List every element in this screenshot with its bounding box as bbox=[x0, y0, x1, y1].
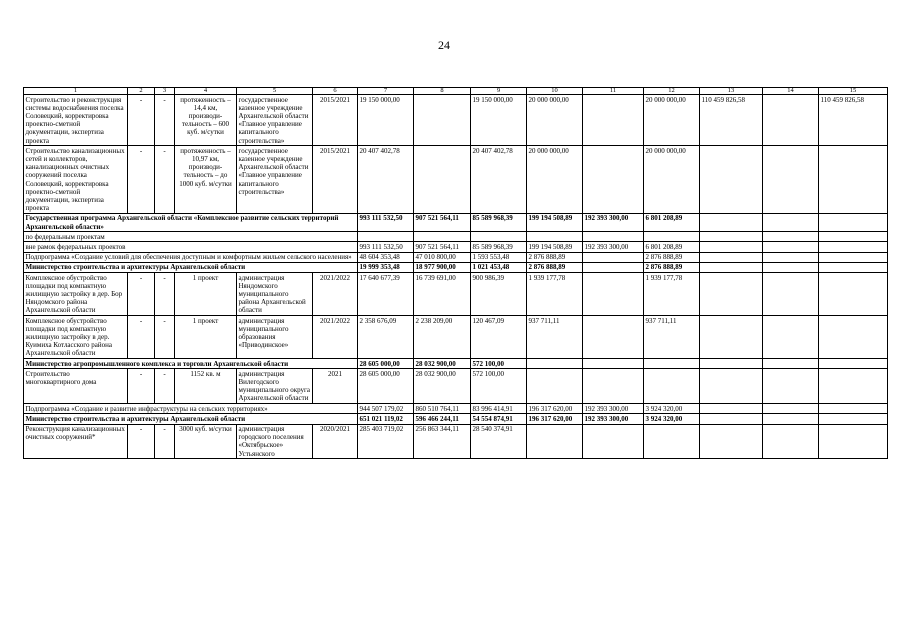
column-number-2: 2 bbox=[128, 88, 155, 95]
table-row bbox=[24, 369, 888, 404]
table-cell: 120 467,09 bbox=[471, 316, 527, 359]
table-cell: 1 939 177,78 bbox=[644, 273, 700, 316]
summary-label: Министерство строительства и архитектуры Архангельской области bbox=[24, 262, 358, 272]
table-cell bbox=[700, 262, 763, 272]
table-cell bbox=[819, 273, 888, 316]
table-cell: 6 801 208,89 bbox=[644, 242, 700, 252]
table-cell bbox=[583, 424, 644, 459]
table-cell bbox=[763, 242, 819, 252]
table-row bbox=[24, 95, 888, 146]
table-cell bbox=[583, 316, 644, 359]
table-cell bbox=[700, 316, 763, 359]
table-cell: 3 924 320,00 bbox=[644, 414, 700, 424]
table-cell: 907 521 564,11 bbox=[414, 242, 471, 252]
table-cell: 196 317 620,00 bbox=[527, 414, 583, 424]
table-cell: 2021/2022 bbox=[313, 273, 358, 316]
table-cell bbox=[819, 404, 888, 414]
table-cell: 28 032 900,00 bbox=[414, 359, 471, 369]
table-cell: протяженность – 14,4 км, производи-тельность – 600 куб. м/сутки bbox=[175, 95, 237, 146]
table-row bbox=[24, 273, 888, 316]
table-cell bbox=[700, 414, 763, 424]
table-cell bbox=[644, 369, 700, 404]
table-cell bbox=[819, 359, 888, 369]
table-cell bbox=[583, 95, 644, 146]
table-cell: 28 605 000,00 bbox=[358, 359, 414, 369]
table-cell bbox=[819, 242, 888, 252]
table-cell bbox=[819, 213, 888, 231]
table-cell bbox=[763, 252, 819, 262]
table-cell: - bbox=[128, 369, 155, 404]
table-cell: 20 407 402,78 bbox=[471, 146, 527, 214]
column-number-3: 3 bbox=[155, 88, 175, 95]
summary-row bbox=[24, 213, 888, 231]
table-cell: 192 393 300,00 bbox=[583, 404, 644, 414]
table-cell bbox=[763, 414, 819, 424]
table-cell: 2020/2021 bbox=[313, 424, 358, 459]
summary-label: вне рамок федеральных проектов bbox=[24, 242, 358, 252]
table-cell: администрация городского поселения «Октябрьское» Устьянского bbox=[237, 424, 313, 459]
table-cell bbox=[819, 146, 888, 214]
table-cell bbox=[700, 242, 763, 252]
table-cell bbox=[583, 252, 644, 262]
table-cell bbox=[414, 95, 471, 146]
table-cell: 1 593 553,48 bbox=[471, 252, 527, 262]
table-cell bbox=[358, 232, 414, 242]
table-cell bbox=[700, 252, 763, 262]
table-row bbox=[24, 146, 888, 214]
table-cell bbox=[763, 369, 819, 404]
table-cell: 192 393 300,00 bbox=[583, 242, 644, 252]
table-cell: 54 554 874,91 bbox=[471, 414, 527, 424]
header-row bbox=[24, 88, 888, 95]
table-cell: 1 проект bbox=[175, 273, 237, 316]
table-cell: 20 407 402,78 bbox=[358, 146, 414, 214]
table-cell: 199 194 508,89 bbox=[527, 213, 583, 231]
table-cell bbox=[763, 273, 819, 316]
table-cell: 2015/2021 bbox=[313, 95, 358, 146]
row-label: Реконструкция канализационных очистных сооружений* bbox=[24, 424, 128, 459]
table-cell bbox=[763, 262, 819, 272]
table-cell: протяженность – 10,97 км, производи-тельность – до 1000 куб. м/сутки bbox=[175, 146, 237, 214]
table-cell bbox=[819, 262, 888, 272]
summary-row bbox=[24, 359, 888, 369]
table-cell: 1 проект bbox=[175, 316, 237, 359]
table-cell: - bbox=[155, 424, 175, 459]
table-cell: 19 150 000,00 bbox=[471, 95, 527, 146]
summary-row bbox=[24, 404, 888, 414]
table-cell: 3000 куб. м/сутки bbox=[175, 424, 237, 459]
table-cell: 19 999 353,48 bbox=[358, 262, 414, 272]
table-cell bbox=[527, 424, 583, 459]
table-cell bbox=[527, 359, 583, 369]
table-cell bbox=[700, 404, 763, 414]
table-cell bbox=[819, 414, 888, 424]
table-cell: 2 876 888,89 bbox=[644, 262, 700, 272]
table-cell: 1 021 453,48 bbox=[471, 262, 527, 272]
table-cell: 16 739 691,00 bbox=[414, 273, 471, 316]
row-label: Комплексное обустройство площадки под компактную жилищную застройку в дер. Куимиха Котласского района Архангельской области bbox=[24, 316, 128, 359]
table-cell: 1152 кв. м bbox=[175, 369, 237, 404]
table-cell: 572 100,00 bbox=[471, 359, 527, 369]
table-cell: государственное казенное учреждение Архангельской области «Главное управление капитального строительства» bbox=[237, 95, 313, 146]
table-cell: администрация муниципального образования «Приводинское» bbox=[237, 316, 313, 359]
table-cell: 860 510 764,11 bbox=[414, 404, 471, 414]
table-cell: 2 238 209,00 bbox=[414, 316, 471, 359]
table-cell: 85 589 968,39 bbox=[471, 242, 527, 252]
program-table bbox=[23, 87, 888, 459]
row-label: Строительство канализационных сетей и коллекторов, канализационных очистных сооружений поселка Соловецкий, корректировка проектно-сметной документации, экспертиза проекта bbox=[24, 146, 128, 214]
table-cell: 2 876 888,89 bbox=[527, 252, 583, 262]
table-cell: 2 876 888,89 bbox=[527, 262, 583, 272]
table-cell: 20 000 000,00 bbox=[644, 146, 700, 214]
table-cell bbox=[583, 369, 644, 404]
summary-label: Подпрограмма «Создание и развитие инфраструктуры на сельских территориях» bbox=[24, 404, 358, 414]
table-cell: 17 640 677,39 bbox=[358, 273, 414, 316]
summary-label: Государственная программа Архангельской области «Комплексное развитие сельских территорий Архангельской области» bbox=[24, 213, 358, 231]
table-cell: 285 403 719,02 bbox=[358, 424, 414, 459]
table-cell bbox=[763, 213, 819, 231]
table-cell bbox=[583, 262, 644, 272]
table-cell bbox=[819, 424, 888, 459]
table-cell: 47 010 800,00 bbox=[414, 252, 471, 262]
table-cell: 3 924 320,00 bbox=[644, 404, 700, 414]
table-cell bbox=[819, 369, 888, 404]
table-cell: администрация Вилегодского муниципального округа Архангельской области bbox=[237, 369, 313, 404]
column-number-5: 5 bbox=[237, 88, 313, 95]
column-number-6: 6 bbox=[313, 88, 358, 95]
column-number-10: 10 bbox=[527, 88, 583, 95]
table-cell bbox=[763, 404, 819, 414]
table-row bbox=[24, 316, 888, 359]
table-cell: 907 521 564,11 bbox=[414, 213, 471, 231]
summary-row bbox=[24, 232, 888, 242]
table-cell: администрация Няндомского муниципального района Архангельской области bbox=[237, 273, 313, 316]
table-cell bbox=[414, 146, 471, 214]
table-cell bbox=[644, 359, 700, 369]
table-cell bbox=[700, 213, 763, 231]
table-cell bbox=[700, 146, 763, 214]
summary-label: Министерство строительства и архитектуры Архангельской области bbox=[24, 414, 358, 424]
table-cell: - bbox=[128, 95, 155, 146]
column-number-13: 13 bbox=[700, 88, 763, 95]
table-cell bbox=[583, 146, 644, 214]
table-cell: - bbox=[155, 369, 175, 404]
summary-label: Подпрограмма «Создание условий для обеспечения доступным и комфортным жильем сельского населения» bbox=[24, 252, 358, 262]
table-cell: - bbox=[128, 424, 155, 459]
table-cell: 192 393 300,00 bbox=[583, 414, 644, 424]
table-cell bbox=[644, 232, 700, 242]
table-cell bbox=[819, 316, 888, 359]
table-cell bbox=[527, 232, 583, 242]
table-cell: 20 000 000,00 bbox=[527, 146, 583, 214]
column-number-12: 12 bbox=[644, 88, 700, 95]
table-cell bbox=[819, 232, 888, 242]
table-cell: 256 863 344,11 bbox=[414, 424, 471, 459]
row-label: Комплексное обустройство площадки под компактную жилищную застройку в дер. Бор Няндомского района Архангельской области bbox=[24, 273, 128, 316]
summary-row bbox=[24, 242, 888, 252]
table-cell: - bbox=[128, 316, 155, 359]
summary-row bbox=[24, 252, 888, 262]
table-cell: 2021/2022 bbox=[313, 316, 358, 359]
table-cell: 20 000 000,00 bbox=[527, 95, 583, 146]
row-label: Строительство и реконструкция системы водоснабжения поселка Соловецкий, корректировка проектно-сметной документации, экспертиза проекта bbox=[24, 95, 128, 146]
table-cell: 2 358 676,09 bbox=[358, 316, 414, 359]
table-cell: 18 977 900,00 bbox=[414, 262, 471, 272]
table-cell: - bbox=[155, 316, 175, 359]
column-number-15: 15 bbox=[819, 88, 888, 95]
table-cell: - bbox=[155, 146, 175, 214]
table-cell bbox=[414, 232, 471, 242]
table-cell: - bbox=[155, 273, 175, 316]
table-cell: государственное казенное учреждение Архангельской области «Главное управление капитального строительства» bbox=[237, 146, 313, 214]
table-cell bbox=[583, 232, 644, 242]
table-cell: 19 150 000,00 bbox=[358, 95, 414, 146]
table-cell: 572 100,00 bbox=[471, 369, 527, 404]
column-number-1: 1 bbox=[24, 88, 128, 95]
table-cell: 596 466 244,11 bbox=[414, 414, 471, 424]
summary-label: Министерство агропромышленного комплекса и торговли Архангельской области bbox=[24, 359, 358, 369]
table-cell: 28 032 900,00 bbox=[414, 369, 471, 404]
table-cell: 199 194 508,89 bbox=[527, 242, 583, 252]
table-cell bbox=[763, 316, 819, 359]
column-number-4: 4 bbox=[175, 88, 237, 95]
table-cell: 28 605 000,00 bbox=[358, 369, 414, 404]
table-cell: 944 507 179,02 bbox=[358, 404, 414, 414]
table-cell: 2 876 888,89 bbox=[644, 252, 700, 262]
table-cell: - bbox=[155, 95, 175, 146]
table-cell bbox=[700, 232, 763, 242]
table-cell bbox=[700, 369, 763, 404]
table-cell: 20 000 000,00 bbox=[644, 95, 700, 146]
table-cell: 110 459 826,58 bbox=[819, 95, 888, 146]
table-cell: 110 459 826,58 bbox=[700, 95, 763, 146]
table-cell bbox=[527, 369, 583, 404]
table-cell: 2021 bbox=[313, 369, 358, 404]
table-cell: - bbox=[128, 146, 155, 214]
table-cell: 6 801 208,89 bbox=[644, 213, 700, 231]
table-cell bbox=[583, 273, 644, 316]
table-cell bbox=[700, 359, 763, 369]
table-cell: 48 604 353,48 bbox=[358, 252, 414, 262]
table-cell: 85 589 968,39 bbox=[471, 213, 527, 231]
column-number-11: 11 bbox=[583, 88, 644, 95]
table-cell: 196 317 620,00 bbox=[527, 404, 583, 414]
table-cell bbox=[700, 424, 763, 459]
table-cell bbox=[763, 232, 819, 242]
table-row bbox=[24, 424, 888, 459]
table-cell: 83 996 414,91 bbox=[471, 404, 527, 414]
column-number-9: 9 bbox=[471, 88, 527, 95]
table-cell bbox=[763, 146, 819, 214]
table-cell: 900 986,39 bbox=[471, 273, 527, 316]
column-number-7: 7 bbox=[358, 88, 414, 95]
table-cell bbox=[763, 424, 819, 459]
table-cell: - bbox=[128, 273, 155, 316]
table-cell: 192 393 300,00 bbox=[583, 213, 644, 231]
table-cell: 28 540 374,91 bbox=[471, 424, 527, 459]
summary-label: по федеральным проектам bbox=[24, 232, 358, 242]
table-cell: 2015/2021 bbox=[313, 146, 358, 214]
table-cell: 937 711,11 bbox=[527, 316, 583, 359]
table-cell bbox=[644, 424, 700, 459]
summary-row bbox=[24, 262, 888, 272]
table-cell: 993 111 532,50 bbox=[358, 213, 414, 231]
table-cell: 1 939 177,78 bbox=[527, 273, 583, 316]
page-number: 24 bbox=[438, 38, 450, 52]
column-number-8: 8 bbox=[414, 88, 471, 95]
table-cell bbox=[763, 95, 819, 146]
summary-row bbox=[24, 414, 888, 424]
table-cell bbox=[819, 252, 888, 262]
table-cell: 937 711,11 bbox=[644, 316, 700, 359]
table-cell bbox=[763, 359, 819, 369]
table-cell bbox=[471, 232, 527, 242]
row-label: Строительство многоквартирного дома bbox=[24, 369, 128, 404]
column-number-14: 14 bbox=[763, 88, 819, 95]
table-cell bbox=[700, 273, 763, 316]
table-cell bbox=[583, 359, 644, 369]
table-cell: 993 111 532,50 bbox=[358, 242, 414, 252]
table-cell: 651 021 119,02 bbox=[358, 414, 414, 424]
